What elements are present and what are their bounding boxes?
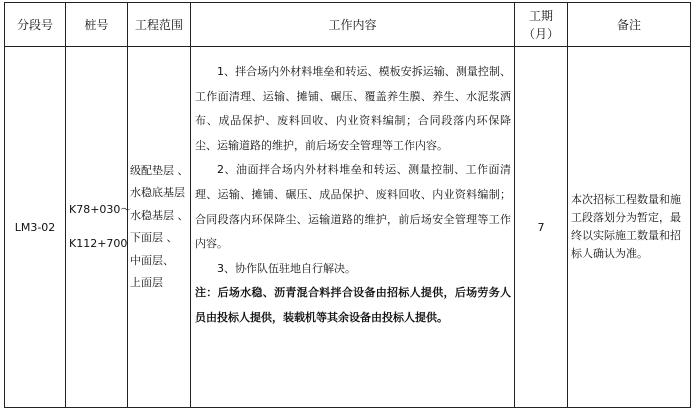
header-work: 工作内容 [191, 3, 515, 47]
work-note: 注：后场水稳、沥青混合料拌合设备由招标人提供，后场劳务人员由投标人提供，装载机等其余设备由投标人提供。 [195, 286, 511, 324]
table-header-row [5, 3, 691, 47]
scope-item: 上面层 [130, 276, 163, 289]
header-station: 桩号 [66, 3, 128, 47]
header-remark: 备注 [568, 3, 691, 47]
header-scope: 工程范围 [128, 3, 191, 47]
table-row [5, 47, 691, 408]
scope-item: 下面层 、 [130, 231, 178, 244]
cell-work-content [191, 47, 515, 408]
scope-item: 水稳底基层 [130, 186, 185, 199]
bid-scope-table [4, 2, 691, 408]
cell-period: 7 [515, 47, 568, 408]
work-item: 3、协作队伍驻地自行解决。 [217, 261, 356, 275]
cell-station [66, 47, 132, 408]
header-period [515, 3, 568, 47]
scope-item: 级配垫层 、 [130, 163, 189, 177]
scope-item: 水稳基层 、 [130, 208, 189, 222]
cell-scope [128, 47, 191, 408]
station-start: K78+030～ [69, 203, 132, 216]
work-item: 1、拌合场内外材料堆垒和转运、模板安拆运输、测量控制、工作面清理、运输、摊铺、碾压、覆盖养生膜、养生、水泥浆洒布、成品保护、废料回收、内业资料编制；合同段落内环保降尘、运输道路的维护，前后场安全管理等工作内容。 [195, 65, 511, 152]
station-end: K112+700 [69, 237, 128, 250]
header-period-line1: 工期 [528, 8, 553, 23]
cell-section: LM3-02 [5, 47, 66, 408]
header-section: 分段号 [5, 3, 66, 47]
scope-item: 中面层、 [130, 253, 174, 267]
header-period-line2: （月） [522, 26, 559, 41]
work-item: 2、油面拌合场内外材料堆垒和转运、测量控制、工作面清理、运输、摊铺、碾压、成品保护、废料回收、内业资料编制；合同段落内环保降尘、运输道路的维护，前后场安全管理等工作内容。 [195, 163, 511, 251]
cell-remark: 本次招标工程数量和施工段落划分为暂定，最终以实际施工数量和招标人确认为准。 [568, 47, 691, 408]
